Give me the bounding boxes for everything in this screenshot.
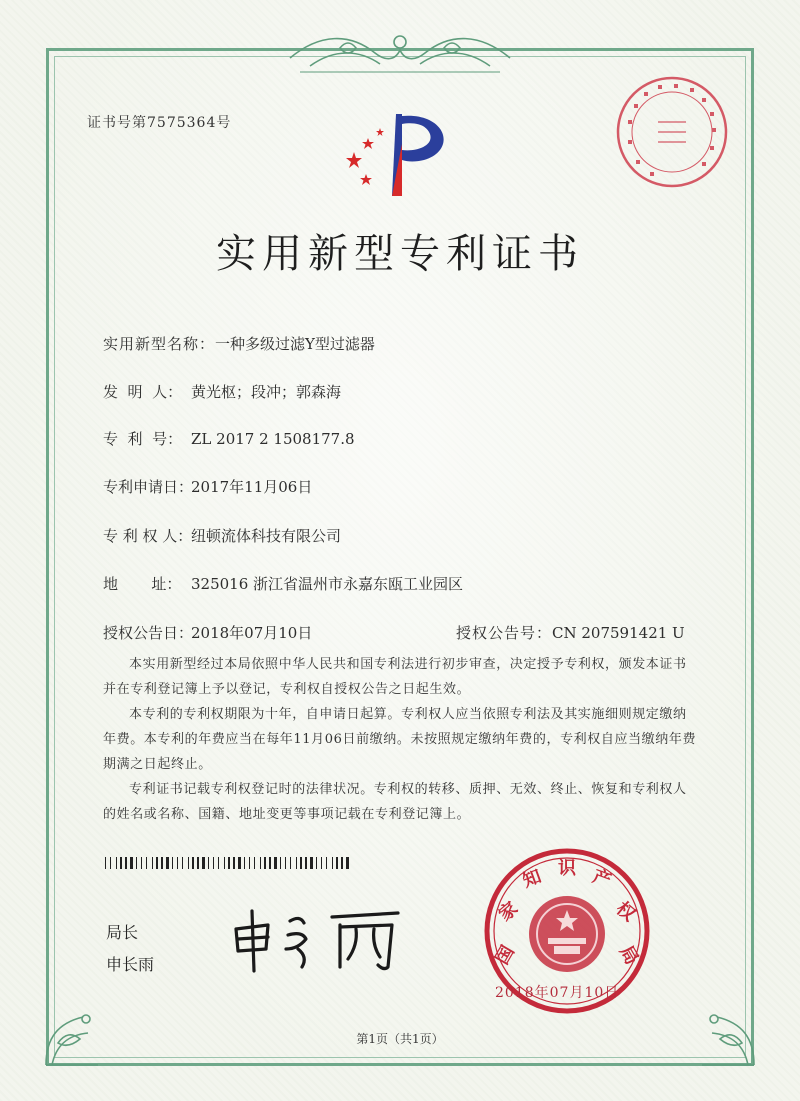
- seal-date: 2018年07月10日: [495, 985, 620, 1001]
- svg-text:权: 权: [611, 897, 640, 926]
- top-ornament: [280, 28, 520, 78]
- patent-number-label: 专 利 号：: [103, 430, 183, 448]
- utility-name-value: 一种多级过滤Y型过滤器: [215, 335, 375, 353]
- field-patentee: [103, 525, 341, 546]
- paragraph-grant-text: 本实用新型经过本局依照中华人民共和国专利法进行初步审查，决定授予专利权，颁发本证书并在专利登记簿上予以登记，专利权自授权公告之日起生效。: [103, 657, 687, 697]
- certificate-title: 实用新型专利证书: [216, 231, 584, 277]
- svg-text:识: 识: [558, 858, 576, 879]
- patentee-value: 纽顿流体科技有限公司: [191, 527, 342, 545]
- paragraph-term: [103, 702, 699, 777]
- svg-text:国: 国: [491, 942, 519, 969]
- page-number: 第1页（共1页）: [356, 1032, 444, 1046]
- director-title: 局长: [106, 923, 139, 942]
- patentee-label: 专 利 权 人：: [103, 527, 193, 545]
- field-inventor: [103, 381, 341, 402]
- patent-number-value: ZL 2017 2 1508177.8: [191, 430, 355, 448]
- address-value: 325016 浙江省温州市永嘉东瓯工业园区: [191, 575, 464, 593]
- utility-name-label: 实用新型名称：: [103, 335, 216, 353]
- filing-date-value: 2017年11月06日: [191, 478, 313, 496]
- field-address: [103, 573, 463, 594]
- svg-text:产: 产: [589, 865, 614, 892]
- field-grant-pub-date: [103, 622, 312, 643]
- field-filing-date: [103, 476, 312, 497]
- svg-text:家: 家: [494, 897, 523, 926]
- filing-date-label: 专利申请日：: [103, 478, 194, 496]
- director-signature: [228, 905, 408, 975]
- cnipa-logo: [336, 104, 466, 204]
- grant-pub-number-label: 授权公告号：: [456, 624, 553, 642]
- electronic-seal: [614, 74, 730, 190]
- paragraph-record: [103, 777, 699, 827]
- inventor-label: 发 明 人：: [103, 383, 183, 401]
- grant-pub-date-label: 授权公告日：: [103, 624, 194, 642]
- field-patent-number: [103, 428, 355, 449]
- certificate-number: 证书号第7575364号: [87, 115, 232, 131]
- paragraph-record-text: 专利证书记载专利权登记时的法律状况。专利权的转移、质押、无效、终止、恢复和专利权人的姓名或名称、国籍、地址变更等事项记载在专利登记簿上。: [103, 782, 687, 822]
- barcode: [105, 857, 350, 869]
- director-name: 申长雨: [106, 955, 155, 974]
- field-utility-name: [103, 333, 375, 354]
- inventor-value: 黄光枢；段冲；郭森海: [191, 383, 342, 401]
- svg-text:知: 知: [520, 865, 545, 892]
- paragraph-term-text: 本专利的专利权期限为十年，自申请日起算。专利权人应当依照专利法及其实施细则规定缴纳年费。本专利的年费应当在每年11月06日前缴纳。未按照规定缴纳年费的，专利权自应当缴纳年费期满之日起终止。: [103, 707, 697, 772]
- svg-text:局: 局: [615, 942, 643, 969]
- address-label: 地 址：: [103, 575, 182, 593]
- grant-pub-date-value: 2018年07月10日: [191, 624, 313, 642]
- field-grant-pub-number: [456, 622, 685, 643]
- grant-pub-number-value: CN 207591421 U: [552, 624, 685, 642]
- paragraph-grant: [103, 652, 699, 702]
